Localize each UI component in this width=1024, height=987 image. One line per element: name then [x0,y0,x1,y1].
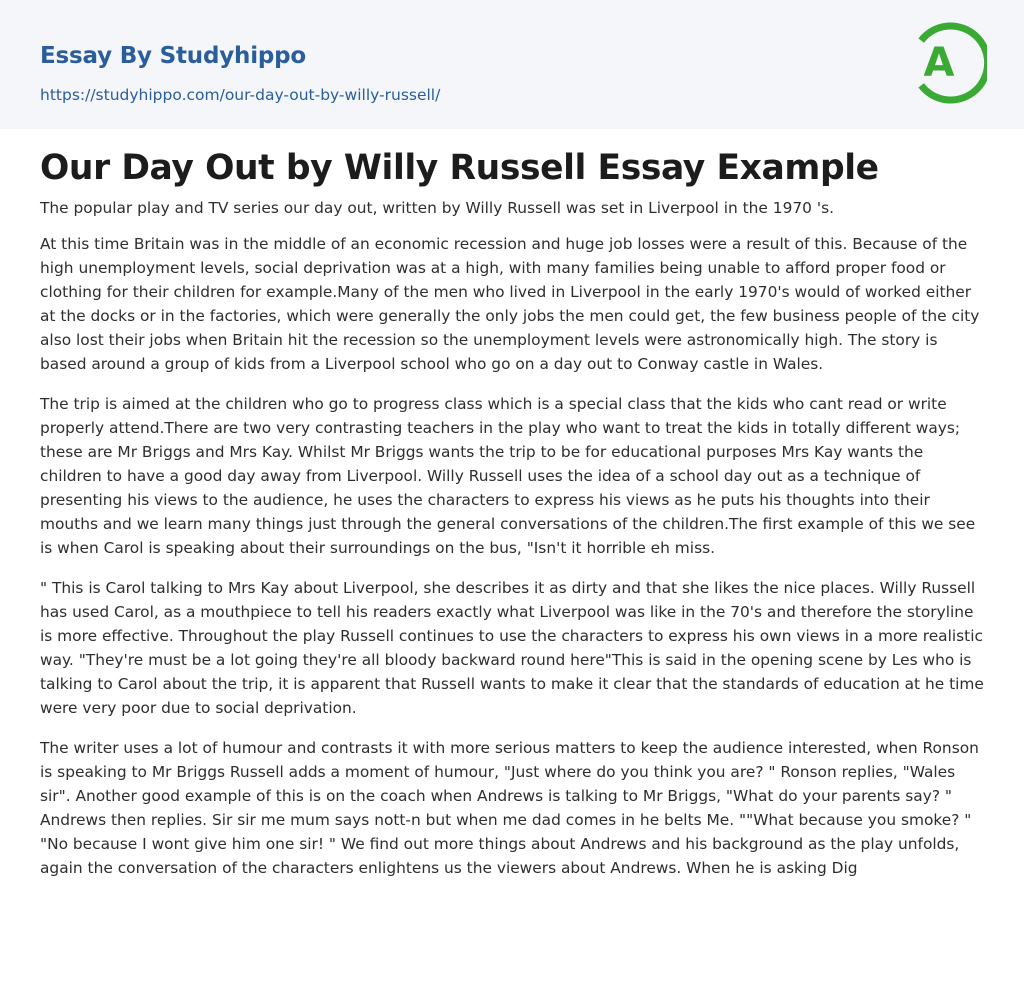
studyhippo-logo-icon[interactable] [911,18,987,108]
article-paragraph: " This is Carol talking to Mrs Kay about Liverpool, she describes it as dirty and that she likes the nice places. Willy Russell has used Carol, as a mouthpiece to tell his readers exactly what Liverpool was like in the 70's and therefore the storyline is more effective. Throughout the play Russell continues to use the characters to express his own views in a more realistic way. "They're must be a lot going they're all bloody backward round here"This is said in the opening scene by Les who is talking to Carol about the trip, it is apparent that Russell wants to make it clear that the standards of education at he time were very poor due to social deprivation. [40,579,984,717]
article-content [40,140,984,896]
article-paragraph: At this time Britain was in the middle of an economic recession and huge job losses were a result of this. Because of the high unemployment levels, social deprivation was at a high, with many families being unable to afford proper food or clothing for their children for example.Many of the men who lived in Liverpool in the early 1970's would of worked either at the docks or in the factories, which were generally the only jobs the men could get, the few business people of the city also lost their jobs when Britain hit the recession so the unemployment levels were astronomically high. The story is based around a group of kids from a Liverpool school who go on a day out to Conway castle in Wales. [40,235,980,373]
article-paragraph: The trip is aimed at the children who go to progress class which is a special class that the kids who cant read or write properly attend.There are two very contrasting teachers in the play who want to treat the kids in totally different ways; these are Mr Briggs and Mrs Kay. Whilst Mr Briggs wants the trip to be for educational purposes Mrs Kay wants the children to have a good day away from Liverpool. Willy Russell uses the idea of a school day out as a technique of presenting his views to the audience, he uses the characters to express his views as he puts his thoughts into their mouths and we learn many things just through the general conversations of the children.The first example of this we see is when Carol is speaking about their surroundings on the bus, "Isn't it horrible eh miss. [40,395,976,557]
site-brand[interactable]: Essay By Studyhippo [40,43,307,69]
site-header [0,0,1024,129]
article-title: Our Day Out by Willy Russell Essay Example [40,148,879,188]
article-paragraph: The popular play and TV series our day out, written by Willy Russell was set in Liverpool in the 1970 's. [40,199,834,217]
article-paragraph: The writer uses a lot of humour and contrasts it with more serious matters to keep the audience interested, when Ronson is speaking to Mr Briggs Russell adds a moment of humour, "Just where do you think you are? " Ronson replies, "Wales sir". Another good example of this is on the coach when Andrews is talking to Mr Briggs, "What do your parents say? " Andrews then replies. Sir sir me mum says nott-n but when me dad comes in he belts Me. ""What because you smoke? " "No because I wont give him one sir! " We find out more things about Andrews and his background as the play unfolds, again the conversation of the characters enlightens us the viewers about Andrews. When he is asking Dig [40,739,979,877]
page-url-link[interactable]: https://studyhippo.com/our-day-out-by-willy-russell/ [40,86,441,104]
logo-letter: A [923,40,955,86]
